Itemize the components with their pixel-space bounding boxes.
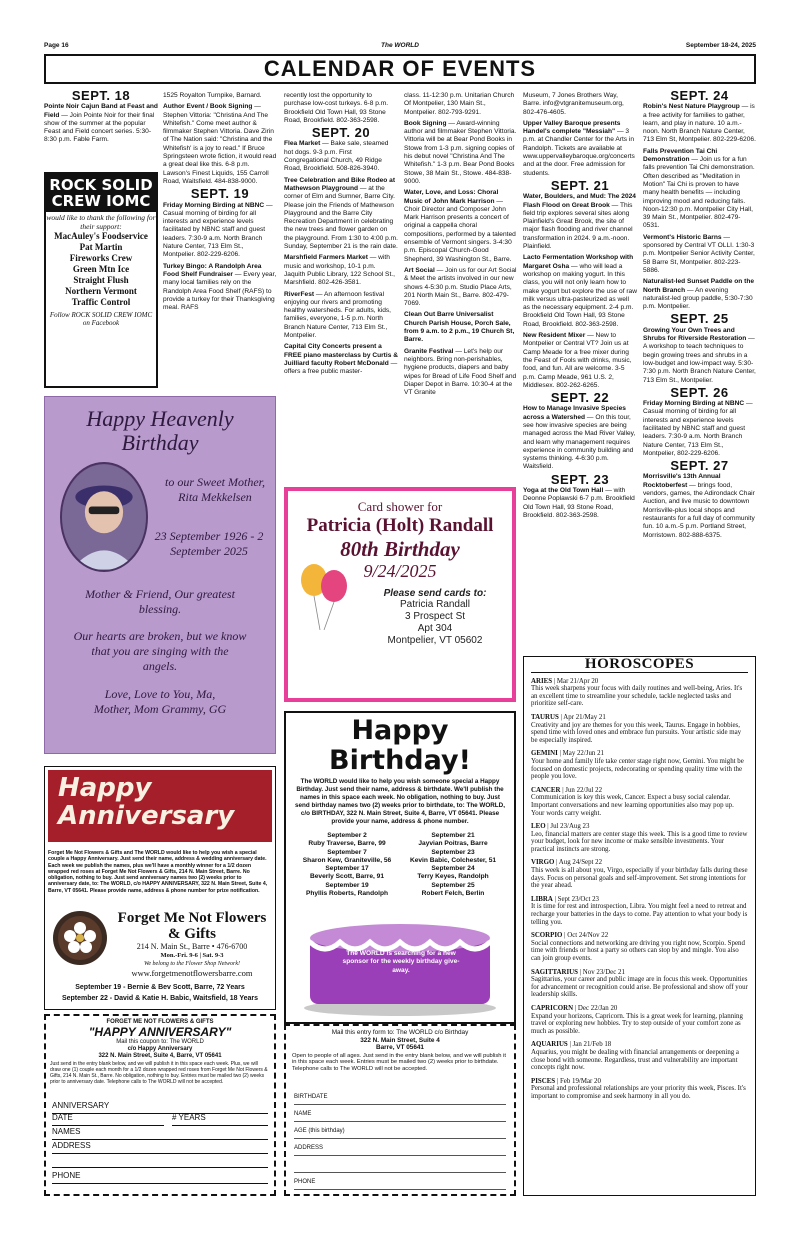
event-continued: 1525 Royalton Turnpike, Barnard.	[163, 92, 262, 99]
birthday-coupon	[284, 1024, 516, 1196]
card-address-line: 3 Prospect St	[404, 611, 466, 622]
sign-text: Creativity and joy are themes for you this week, Taurus. Engage in hobbies, spend time with loved ones and embrace fun pursuits. Your artistic side may be especially inspired.	[531, 721, 742, 744]
day-heading: SEPT. 20	[311, 125, 371, 141]
sign-dates: | Jan 21/Feb 18	[567, 1041, 612, 1049]
event-body: — brings food, vendors, games, the Adirondack Chair Auction, and live music to downtown Morrisville-plus local shops and restaurants for a full day of community fun. 10 a.m.-5 p.m. Portland Street, Morristown. 802-888-6375.	[643, 481, 755, 539]
horoscope-entry	[531, 750, 748, 780]
sign-name: SCORPIO	[531, 932, 563, 940]
sign-name: LEO	[531, 823, 546, 831]
event-entry	[284, 291, 398, 341]
heavenly-title: Happy Heavenly Birthday	[86, 406, 234, 455]
event-entry	[643, 400, 756, 458]
day-heading: SEPT. 18	[71, 88, 131, 103]
event-title: Naturalist-led Sunset Paddle on the North Branch	[643, 278, 755, 294]
sponsor-name: Traffic Control	[71, 297, 131, 307]
event-body: — Let's help our neighbors. Bring non-perishables, hygiene products, diapers and baby wipes for Bread of Life Food Shelf and Diaper Depot in Barre. 10:30-4 at the VT Granite	[404, 347, 517, 397]
sign-dates: | Nov 23/Dec 21	[577, 968, 625, 976]
paper-name: The WORLD	[381, 42, 419, 49]
name-field[interactable]: NAME	[294, 1111, 506, 1122]
day-heading: SEPT. 23	[550, 471, 610, 487]
coupon-sponsor: FORGET ME NOT FLOWERS & GIFTS	[106, 1019, 214, 1025]
address-field-2[interactable]	[52, 1156, 268, 1168]
day-heading: SEPT. 25	[670, 311, 729, 327]
event-title: Marshfield Farmers Market	[284, 254, 368, 262]
event-entry	[404, 311, 518, 344]
event-continued: recently lost the opportunity to purchase low-cost turkeys. 6-8 p.m. Brookfield Old Town Hall, 93 Stone Road, Brookfield. 802-363-2598.	[284, 92, 389, 124]
birthday-person: Jayvian Poitras, Barre	[418, 840, 488, 848]
birthday-person: Robert Felch, Berlin	[421, 890, 485, 898]
sign-text: Your home and family life take center stage right now, Gemini. You might be focused on domestic projects, redecorating or spending quality time with the people you love.	[531, 757, 744, 781]
event-entry	[643, 234, 756, 275]
store-address: 214 N. Main St., Barre • 476-6700	[136, 942, 248, 951]
event-title: Falls Prevention Tai Chi Demonstration	[643, 147, 718, 164]
horoscope-entry	[531, 714, 748, 744]
sign-name: SAGITTARIUS	[531, 968, 578, 976]
birthday-person: Terry Keyes, Randolph	[417, 873, 489, 881]
sign-dates: | Feb 19/Mar 20	[555, 1077, 601, 1085]
heavenly-line-2: Our hearts are broken, but we know that you are singing with the angels.	[73, 629, 247, 673]
card-address-line: Apt 304	[417, 623, 453, 634]
horoscope-entry	[531, 1005, 748, 1035]
event-body: — Choir Director and Composer John Mark Harrison presents a concert of original a cappella choral compositions, performed by a talented ensemble of Vermont singers. 3-4:30 p.m. Episcopal Church-Good Shepherd, 39 Washington St., Barre.	[404, 197, 516, 263]
horoscope-entry	[531, 678, 748, 708]
sponsor-name: Green Mtn Ice	[72, 264, 130, 274]
heavenly-dates: 23 September 1926 - 2 September 2025	[154, 529, 264, 558]
birthday-date: September 23	[431, 848, 475, 856]
event-body: — An evening naturalist-led group paddle, 5:30-7:30 p.m. Montpelier.	[643, 286, 753, 311]
event-body: — with Deonne Poplawski 6-7 p.m. Brookfield Old Town Hall, 93 Stone Road, Brookfield. 802-363-2598.	[523, 487, 635, 519]
heavenly-line-3: Love, Love to You, Ma, Mother, Mom Grammy, GG	[93, 687, 227, 716]
birthday-person: Ruby Traverse, Barre, 99	[308, 840, 386, 848]
event-title: Growing Your Own Trees and Shrubs for Riverside Restoration	[643, 326, 747, 343]
address-field-2[interactable]	[294, 1162, 506, 1173]
event-title: Author Event / Book Signing	[163, 103, 253, 111]
birthday-names-right	[400, 832, 506, 898]
card-occasion: 80th Birthday	[340, 537, 460, 561]
horoscope-entry	[531, 823, 748, 853]
event-entry	[523, 193, 637, 251]
sign-name: TAURUS	[531, 713, 559, 721]
phone-field[interactable]: PHONE	[52, 1172, 268, 1184]
event-entry	[284, 254, 398, 287]
sign-dates: | Apr 21/May 21	[558, 713, 606, 721]
anniversary-list	[48, 982, 272, 1004]
rock-solid-ad	[44, 172, 158, 388]
event-entry	[404, 189, 518, 264]
sign-dates: | Dec 22/Jan 20	[573, 1004, 618, 1012]
event-body: — who will lead a workshop on making yogurt. In this class, you will not only learn how to make yogurt but explore the use of raw milk versus ultra-pasteurized as well as the necessary equipment. 2-4 p.m. Brookfield Old Town Hall, 93 Stone Road, Brookfield. 802-363-2598.	[523, 262, 637, 328]
event-title: Clean Out Barre Universalist Church Parish House, Porch Sale, from 9 a.m. to 2 p.m., 19 Church St, Barre.	[404, 311, 515, 344]
event-body: — Join us for our Art Social & Meet the artists involved in our new shows 4-5:30 p.m. Studio Place Arts, 201 North Main St., Barre. 802-479-7069.	[404, 266, 517, 308]
event-entry	[523, 120, 637, 178]
phone-field[interactable]: PHONE	[294, 1179, 506, 1190]
event-entry	[523, 487, 637, 520]
heavenly-birthday-ad	[44, 396, 276, 754]
event-title: Yoga at the Old Town Hall	[523, 487, 604, 495]
calendar-column-2	[163, 92, 277, 388]
birthday-date: September 17	[325, 865, 369, 873]
anniversary-couple: September 22 - David & Katie H. Babic, Waitsfield, 18 Years	[61, 995, 259, 1002]
card-address-line: Patricia Randall	[399, 599, 471, 610]
birthday-body: The WORLD would like to help you wish someone special a Happy Birthday. Just send their name, address & birthdate. We'll publish the names in this space each week. No obligation, nothing to buy. Just send birthday names two (2) weeks prior to birthdate, to: The WORLD, c/o BIRTHDAY, 322 N. Main Street, Suite 4, Barre, VT 05641. Please provide your name, address & phone number.	[295, 778, 505, 825]
event-body: — is a free activity for families to gather, learn, and play in nature. 10 a.m.-noon. North Branch Nature Center, 713 Elm St, Montpelier. 802-229-6206.	[643, 103, 756, 144]
birthdate-field[interactable]: BIRTHDATE	[294, 1094, 506, 1105]
calendar-column-4	[404, 92, 518, 482]
event-title: Vermont's Historic Barns	[643, 233, 722, 241]
sign-name: LIBRA	[531, 895, 553, 903]
event-continued: class. 11-12:30 p.m. Unitarian Church Of Montpelier, 130 Main St., Montpelier. 802-793-9291.	[404, 92, 515, 116]
sign-text: Expand your horizons, Capricorn. This is a great week for learning, planning travel or exploring new hobbies. Try to step outside of your comfort zone as much as possible.	[531, 1012, 743, 1035]
event-entry	[643, 103, 756, 144]
event-entry	[163, 202, 277, 260]
event-body: — offers a free public master-	[284, 359, 398, 376]
event-body: — Casual morning of birding for all interests and experience levels facilitated by NBNC staff and guest leaders. 7:30-9 a.m. North Branch Nature Center, 713 Elm St., Montpelier. 802-229-6206.	[163, 201, 273, 259]
card-date: 9/24/2025	[363, 561, 437, 581]
event-continued: Museum, 7 Jones Brothers Way, Barre. info@vtgranitemuseum.org, 802-476-4605.	[523, 92, 624, 116]
event-entry	[523, 254, 637, 329]
issue-dates: September 18-24, 2025	[685, 42, 756, 49]
event-body: — New to Montpelier or Central VT? Join us at Camp Meade for a free mixer during the Feast of Fools with drinks, music, food, and fun. All are welcome. 3-5 p.m. Camp Meade, 961 U.S. 2, Middlesex. 802-262-6265.	[523, 332, 632, 389]
event-title: Capital City Concerts present a FREE piano masterclass by Curtis & Juilliard faculty Robert McDonald	[284, 343, 398, 367]
coupon-title: "HAPPY ANNIVERSARY"	[88, 1025, 232, 1039]
anniversary-body: Forget Me Not Flowers & Gifts and The WORLD would like to help you wish a special couple a Happy Anniversary. Just send their name, address & wedding anniversary date. Each week we publish the names, plus we'll have a monthly winner for a 1/2 dozen wrapped red roses at Forget Me Not Flowers & Gifts, 214 N. Main Street, Barre. No obligation, nothing to buy. Just send anniversary names two (2) weeks prior to anniversary date, to: The WORLD, c/o HAPPY ANNIVERSARY, 322 N. Main Street, Suite 4, Barre, VT 05641. Please provide name, address & phone number for prize notification.	[48, 850, 268, 894]
event-entry	[404, 267, 518, 308]
horoscope-entry	[531, 896, 748, 926]
event-title: Art Social	[404, 266, 435, 274]
event-body: — Bake sale, steamed hot dogs. 9-3 p.m. First Congregational Church, 49 Ridge Road, Brookfield. 508-826-3940.	[284, 140, 389, 173]
event-title: Granite Festival	[404, 347, 454, 355]
event-title: Morrisville's 13th Annual Rocktoberfest	[643, 473, 721, 489]
birthday-names	[286, 828, 514, 902]
page-number: Page 16	[44, 42, 69, 49]
day-heading: SEPT. 21	[550, 177, 610, 193]
heavenly-line-1: Mother & Friend, Our greatest blessing.	[85, 587, 235, 616]
horoscope-entry	[531, 1078, 748, 1101]
anniversary-couple: September 19 - Bernie & Bev Scott, Barre, 72 Years	[75, 984, 245, 991]
card-send-label: Please send cards to:	[383, 588, 487, 599]
event-entry	[284, 343, 398, 376]
coupon-mail-line: 322 N. Main Street, Suite 4, Barre, VT 05641	[98, 1053, 222, 1059]
horoscope-entry	[531, 1041, 748, 1071]
event-title: Water, Boulders, and Mud: The 2024 Flash Flood on Great Brook	[523, 193, 636, 209]
date-field[interactable]: DATE	[52, 1114, 164, 1126]
address-field[interactable]: ADDRESS	[294, 1145, 506, 1156]
event-entry	[523, 332, 637, 390]
event-entry	[643, 327, 756, 385]
day-heading: SEPT. 22	[550, 390, 610, 406]
event-body: — with music and workshop, 10-1 p.m. Jaquith Public Library, 122 School St., Marshfield. 802-426-3581.	[284, 254, 395, 287]
day-heading: SEPT. 26	[670, 384, 729, 400]
event-title: Tree Celebration and Bike Rodeo at Mathewson Playground	[284, 176, 396, 192]
calendar-column-5	[523, 92, 637, 648]
birthday-date: September 19	[325, 881, 369, 889]
coupon-fine-print: Open to people of all ages. Just send in the entry blank below, and we will publish it in this space each week. Entries must be mailed two (2) weeks prior to birthdate. Telephone calls to The WORLD will not be accepted.	[292, 1052, 506, 1072]
horoscopes-box	[523, 656, 756, 1196]
event-body: — sponsored by Central VT OLLI. 1:30-3 p.m. Montpelier Senior Activity Center, 58 Barre St, Montpelier. 802-223-5886.	[643, 233, 755, 274]
event-body: — Award-winning author and filmmaker Stephen Vittoria. Vittoria will be at Bear Pond Books in Stowe from 1-3 p.m. signing copies of his debut novel "Christina And The Whitefish." 1-3 p.m. Bear Pond Books Stowe, 38 Main St., Stowe. 484-838-9000.	[404, 119, 517, 185]
event-title: Friday Morning Birding at NBNC	[163, 201, 265, 209]
sign-text: Communication is key this week, Cancer. Expect a busy social calendar. Important conversations and new learning opportunities also may pop up. Your words carry weight.	[531, 794, 734, 817]
sign-text: This week sharpens your focus with daily routines and well-being, Aries. It's an excellent time to streamline your schedule, tackle neglected tasks and prioritize self-care.	[531, 685, 743, 708]
day-heading: SEPT. 27	[670, 458, 729, 474]
sign-text: It is time for rest and introspection, Libra. You might feel a need to retreat and recharge your batteries in the days to come. Pay attention to what your body is telling you.	[531, 903, 748, 926]
sign-text: This week is all about you, Virgo, especially if your birthday falls during these days. Focus on personal goals and self-improvement. Set strong intentions for the year ahead.	[531, 867, 748, 890]
horoscope-entry	[531, 932, 748, 962]
coupon-mail-line: Mail this coupon to: The WORLD	[116, 1039, 204, 1045]
sponsor-name: Straight Flush	[73, 275, 129, 285]
rock-solid-title: ROCK SOLID CREW IOMC	[46, 174, 156, 212]
anniversary-image	[48, 770, 272, 842]
cake-text: The WORLD is searching for a new sponsor for the weekly birthday give-away.	[342, 950, 460, 974]
day-heading: SEPT. 19	[190, 186, 250, 202]
event-body: — Every year, many local families rely on the Randolph Area Food Shelf (RAFS) to provide a turkey for their Thanksgiving meal. RAFS	[163, 270, 277, 312]
birthday-date: September 25	[431, 881, 475, 889]
birthday-person: Kevin Babic, Colchester, 51	[409, 856, 497, 864]
sign-text: Sagittarius, your career and public image are in focus this week. Opportunities for advancement or recognition could arise. Be professional and show off your leadership skills.	[531, 976, 748, 999]
sign-dates: | Sept 23/Oct 23	[552, 895, 599, 903]
calendar-column-1	[44, 88, 158, 168]
event-title: Friday Morning Birding at NBNC	[643, 400, 745, 408]
sign-text: Personal and professional relationships are your priority this week, Pisces. It's important to compromise and seek harmony in all you do.	[531, 1085, 746, 1100]
coupon-mail-line: Mail this entry form to: The WORLD c/o Birthday	[331, 1029, 469, 1036]
sign-name: CANCER	[531, 786, 561, 794]
sign-text: Aquarius, you might be dealing with financial arrangements or deepening a close bond with someone. Regardless, trust and vulnerability are important concepts right now.	[531, 1048, 739, 1072]
event-body: — A workshop to teach techniques to begin growing trees and shrubs in a low-budget and low-impact way. 5:30-7:30 p.m. North Branch Nature Center, 713 Elm St., Montpelier.	[643, 335, 756, 384]
sign-dates: | Jun 22/Jul 22	[560, 786, 603, 794]
event-title: Turkey Bingo: A Randolph Area Food Shelf Fundraiser	[163, 262, 262, 278]
event-title: Upper Valley Baroque presents Handel's complete "Messiah"	[523, 119, 621, 136]
anniversary-image-text: Happy Anniversary	[58, 773, 235, 831]
event-title: Book Signing	[404, 119, 447, 127]
event-entry	[163, 263, 277, 313]
event-entry	[44, 103, 158, 144]
horoscope-entry	[531, 787, 748, 817]
rock-solid-intro: would like to thank the following for their support:	[46, 213, 156, 231]
balloons-icon	[296, 560, 352, 630]
event-entry	[284, 177, 398, 252]
sign-name: VIRGO	[531, 859, 555, 867]
event-body: — On this tour, see how invasive species are being managed across the Mad River Valley, and learn why management requires experience in community building and systems thinking. 4-6:30 p.m. Waitsfield.	[523, 413, 636, 471]
anniversary-field[interactable]: ANNIVERSARY	[52, 1102, 268, 1114]
event-title: RiverFest	[284, 290, 315, 298]
event-entry	[643, 473, 756, 539]
names-field[interactable]: NAMES	[52, 1128, 268, 1140]
section-banner: CALENDAR OF EVENTS	[44, 54, 756, 84]
store-network: We belong to the Flower Shop Network!	[143, 961, 241, 967]
sign-dates: | Jul 23/Aug 23	[545, 823, 590, 831]
birthday-person: Sharon Kew, Graniteville, 56	[302, 856, 392, 864]
event-body: — 3 p.m. at Chandler Center for the Arts in Randolph. Tickets are available at www.uppervalleybaroque.org/concerts and at the door. Free admission for students.	[523, 128, 635, 177]
event-body: — Join Pointe Noir for their final show of the summer at the popular Feast and Field concert series. 5:30-8:30 p.m. Fable Farm.	[44, 111, 155, 144]
card-address-line: Montpelier, VT 05602	[387, 635, 483, 646]
birthday-date: September 7	[327, 848, 367, 856]
event-entry	[643, 278, 756, 311]
coupon-fine-print: Just send in the entry blank below, and we will publish it in this space each week. Plus, we will draw one (1) couple each month for a 1/2 dozen wrapped red roses from Forget Me Not Flowers & Gifts, 214 N. Main St., Barre. No obligation, nothing to buy. Entries must be mailed two (2) weeks prior to anniversary date. Telephone calls to The WORLD will not be accepted.	[50, 1061, 268, 1085]
page-header	[44, 42, 756, 52]
calendar-column-3	[284, 92, 398, 482]
age-field[interactable]: AGE (this birthday)	[294, 1128, 506, 1139]
event-title: Water, Love, and Loss: Choral Music of John Mark Harrison	[404, 189, 499, 205]
birthday-date: September 24	[431, 865, 475, 873]
sign-name: CAPRICORN	[531, 1004, 574, 1012]
event-body: — Join us for a fun falls prevention Tai Chi demonstration. Often described as "Meditation in Motion" Tai Chi is proven to have many health benefits — including improving mood and reducing falls. Noon-12:30 p.m. Montpelier City Hall, 39 Main St., Montpelier. 802-479-0531.	[643, 156, 755, 230]
birthday-names-left	[294, 832, 400, 898]
sign-name: AQUARIUS	[531, 1041, 568, 1049]
sign-dates: | Mar 21/Apr 20	[552, 677, 599, 685]
sponsor-name: Fireworks Crew	[69, 253, 133, 263]
calendar-column-6	[643, 88, 756, 648]
sign-dates: | Oct 24/Nov 22	[562, 932, 609, 940]
sign-dates: | Aug 24/Sept 22	[554, 859, 603, 867]
flower-logo-icon	[52, 910, 108, 966]
portrait-photo	[60, 462, 148, 572]
sign-text: Social connections and networking are driving you right now, Scorpio. Spend time with friends or host a party so others can stop by and mingle. You also can join group events.	[531, 939, 745, 962]
event-body: — Stephen Vittoria: "Christina And The Whitefish." Come meet author & filmmaker Stephen Vittoria. Dave Zirin of The Nation said: "Christina and the Whitefish' is a joy to read." If Bruce Springsteen wrote fiction, it would read a great deal like this. 6-8 p.m. Lawson's Finest Liquids, 155 Carroll Road, Waitsfield. 484-838-9000.	[163, 103, 277, 185]
event-title: How to Manage Invasive Species across a Watershed	[523, 405, 626, 421]
years-field[interactable]: # YEARS	[172, 1114, 268, 1126]
event-title: Robin's Nest Nature Playgroup	[643, 103, 740, 111]
store-hours: Mon.-Fri. 9-6 | Sat. 9-3	[160, 952, 224, 959]
sponsor-name: Northern Vermont	[65, 286, 137, 296]
sponsor-name: Pat Martin	[79, 242, 123, 252]
horoscope-entry	[531, 859, 748, 889]
event-title: New Resident Mixer	[523, 332, 586, 340]
sign-name: PISCES	[531, 1077, 556, 1085]
event-entry	[404, 120, 518, 186]
sign-name: ARIES	[531, 677, 553, 685]
heavenly-to: to our Sweet Mother, Rita Mekkelsen	[165, 475, 265, 504]
sponsor-name: MacAuley's Foodservice	[54, 231, 148, 241]
event-title: Pointe Noir Cajun Band at Feast and Field	[44, 103, 158, 119]
birthday-person: Phyllis Roberts, Randolph	[305, 890, 389, 898]
florist-info	[112, 910, 272, 978]
event-body: — An afternoon festival enjoying our rivers and promoting healthy watersheds. For adults, kids, families, everyone, 1-5 p.m. North Branch Nature Center, 713 Elm St., Montpelier.	[284, 290, 392, 340]
sign-name: GEMINI	[531, 750, 558, 758]
event-body: — This field trip explores several sites along Plainfield's Great Brook, the site of major flash flooding and river channel transformation in 2024. 9 a.m.-noon. Plainfield.	[523, 201, 633, 251]
sign-dates: | May 22/Jun 21	[557, 750, 604, 758]
sign-text: Leo, financial matters are center stage this week. This is a good time to review your budget, look for new income or make sensible investments. Your practical instincts are strong.	[531, 830, 748, 853]
event-body: — at the corner of Elm and Sumner, Barre City. Please join the Friends of Mathewson Playground and the Barre City Recreation Department in celebrating the new trees and flower garden on the playground. From 1:30 to 4:00 p.m. Sunday, September 21 is the rain date.	[284, 184, 398, 251]
coupon-mail-line: c/o Happy Anniversary	[127, 1046, 193, 1052]
coupon-mail-line: 322 N. Main Street, Suite 4	[360, 1036, 440, 1044]
horoscopes-title: HOROSCOPES	[531, 661, 748, 673]
birthday-title: Happy Birthday!	[329, 715, 471, 776]
event-entry	[643, 148, 756, 231]
card-honoree: Patricia (Holt) Randall	[306, 515, 494, 536]
event-title: Lacto Fermentation Workshop with Margaret Osha	[523, 254, 634, 270]
anniversary-coupon	[44, 1014, 276, 1196]
horoscope-entry	[531, 969, 748, 999]
event-entry	[163, 103, 277, 186]
birthday-date: September 2	[327, 832, 367, 839]
birthday-person: Beverly Scott, Barre, 91	[309, 873, 385, 881]
coupon-mail-line: Barre, VT 05641	[376, 1044, 424, 1051]
event-title: Flea Market	[284, 140, 321, 148]
event-entry	[284, 140, 398, 173]
birthday-date: September 21	[431, 832, 475, 839]
day-heading: SEPT. 24	[670, 88, 729, 103]
rock-solid-follow: Follow ROCK SOLID CREW IOMC on Facebook	[49, 311, 153, 327]
store-website: www.forgetmenotflowersbarre.com	[131, 968, 253, 978]
store-name: Forget Me Not Flowers & Gifts	[117, 910, 267, 942]
event-body: — Casual morning of birding for all interests and experience levels facilitated by NBNC staff and guest leaders. 7:30-9 a.m. North Branch Nature Center, 713 Elm St., Montpelier, 802-229-6206.	[643, 400, 753, 457]
event-entry	[523, 405, 637, 471]
address-field[interactable]: ADDRESS	[52, 1142, 268, 1154]
card-shower-label: Card shower for	[357, 499, 443, 514]
event-entry	[404, 348, 518, 398]
